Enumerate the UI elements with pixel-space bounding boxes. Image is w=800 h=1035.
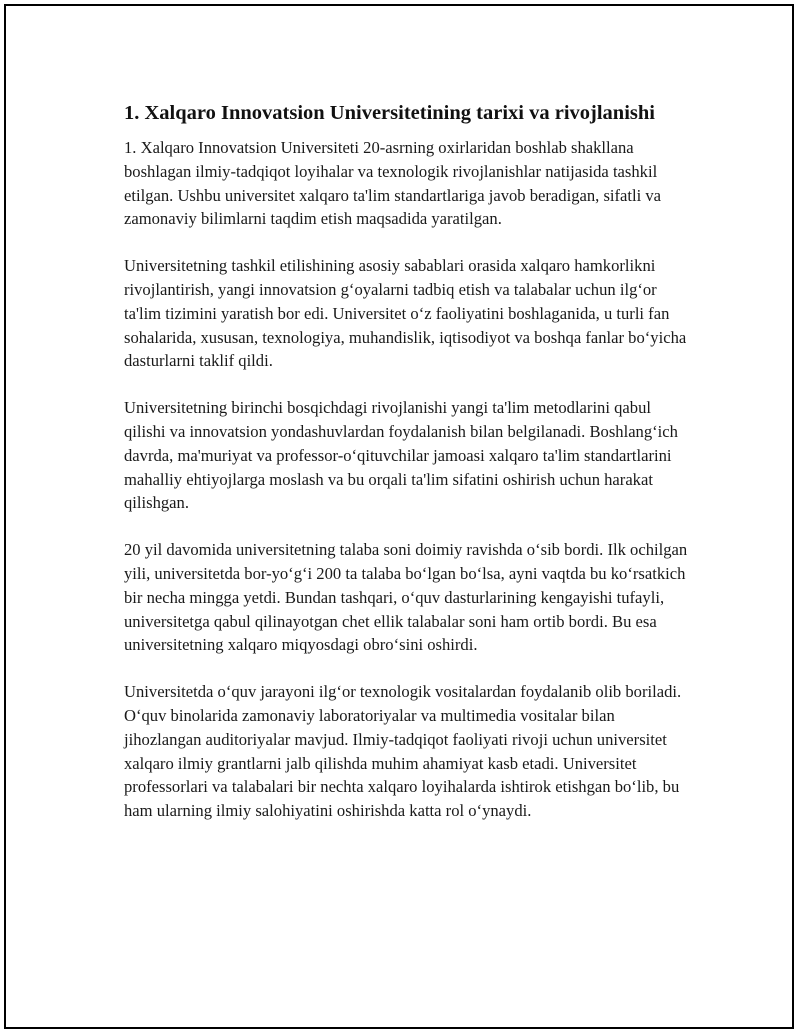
paragraph-3: Universitetning birinchi bosqichdagi rivojlanishi yangi ta'lim metodlarini qabul qilishi va innovatsion yondashuvlardan foydalanish bilan belgilanadi. Boshlang‘ich davrda, ma'muriyat va professor-o‘qituvchilar jamoasi xalqaro ta'lim standartlarini mahalliy ehtiyojlarga moslash va bu orqali ta'lim sifatini oshirish uchun harakat qilishgan. <box>124 398 678 513</box>
paragraph-2: Universitetning tashkil etilishining asosiy sabablari orasida xalqaro hamkorlikni rivojlantirish, yangi innovatsion g‘oyalarni tadbiq etish va talabalar uchun ilg‘or ta'lim tizimini yaratish bor edi. Universitet o‘z faoliyatini boshlaganida, u turli fan sohalarida, xususan, texnologiya, muhandislik, iqtisodiyot va boshqa fanlar bo‘yicha dasturlarni taklif qildi. <box>124 256 687 371</box>
paragraph-4: 20 yil davomida universitetning talaba soni doimiy ravishda o‘sib bordi. Ilk ochilgan yili, universitetda bor-yo‘g‘i 200 ta talaba bo‘lgan bo‘lsa, ayni vaqtda bu ko‘rsatkich bir necha mingga yetdi. Bundan tashqari, o‘quv dasturlarining kengayishi tufayli, universitetga qabul qilinayotgan chet ellik talabalar soni ham ortib bordi. Bu esa universitetning xalqaro miqyosdagi obro‘sini oshirdi. <box>124 540 688 655</box>
page-frame <box>4 4 794 1029</box>
document-body <box>124 98 694 846</box>
section-heading: 1. Xalqaro Innovatsion Universitetining tarixi va rivojlanishi <box>124 102 655 124</box>
paragraph-5: Universitetda o‘quv jarayoni ilg‘or texnologik vositalardan foydalanib olib boriladi. O‘quv binolarida zamonaviy laboratoriyalar va multimedia vositalar bilan jihozlangan auditoriyalar mavjud. Ilmiy-tadqiqot faoliyati rivoji uchun universitet xalqaro ilmiy grantlarni jalb qilishda muhim ahamiyat kasb etadi. Universitet professorlari va talabalari bir nechta xalqaro loyihalarda ishtirok etishgan bo‘lib, bu ham ularning ilmiy salohiyatini oshirishda katta rol o‘ynaydi. <box>124 682 682 821</box>
paragraph-1: 1. Xalqaro Innovatsion Universiteti 20-asrning oxirlaridan boshlab shakllana boshlagan ilmiy-tadqiqot loyihalar va texnologik rivojlanishlar natijasida tashkil etilgan. Ushbu universitet xalqaro ta'lim standartlariga javob beradigan, sifatli va zamonaviy bilimlarni taqdim etish maqsadida yaratilgan. <box>124 138 662 229</box>
